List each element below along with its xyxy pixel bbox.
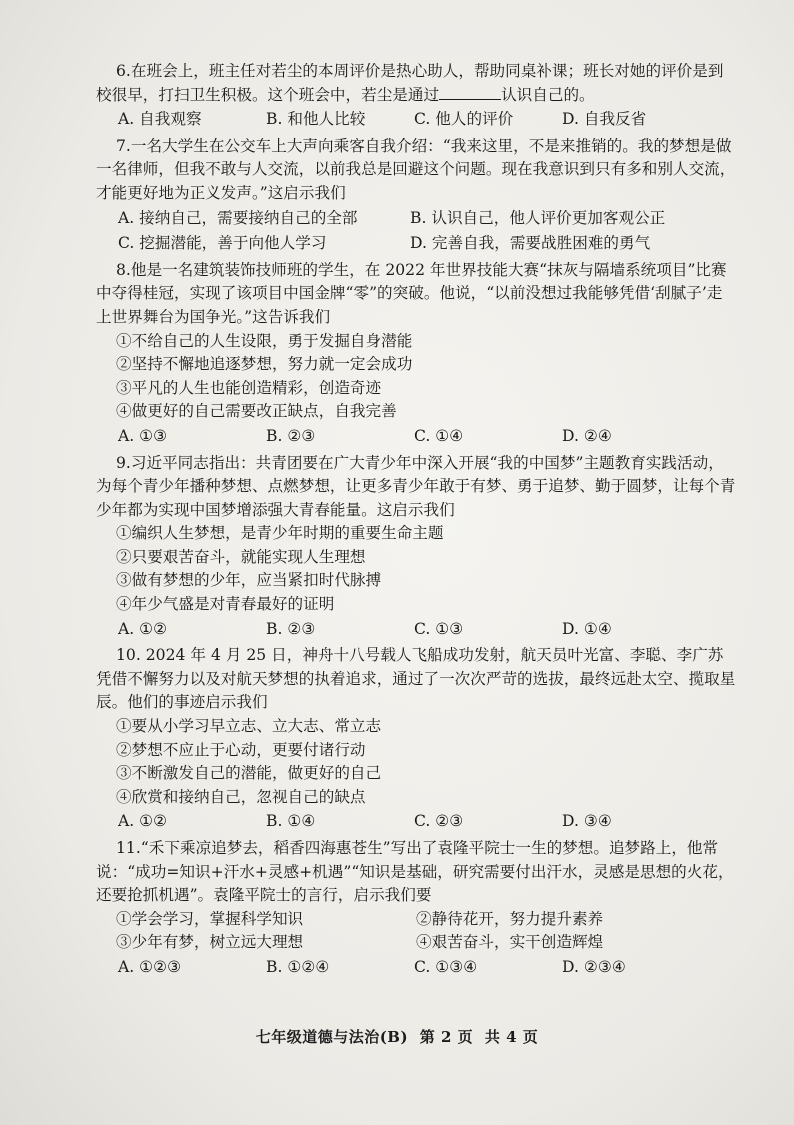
statement-2: ②梦想不应止于心动，更要付诸行动: [116, 740, 366, 759]
statement-3: ③不断激发自己的潜能，做更好的自己: [116, 764, 382, 783]
options-row-1: [96, 207, 736, 231]
page-footer: [0, 1026, 794, 1047]
options: [96, 956, 736, 980]
option-a: A. 接纳自己，需要接纳自己的全部: [118, 208, 358, 227]
question-stem: 8.他是一名建筑装饰技师班的学生，在 2022 年世界技能大赛“抹灰与隔墙系统项目”比赛中夺得桂冠，实现了该项目中国金牌“零”的突破。他说，“以前没想过我能够凭借‘刮腻子’走上世界舞台为国争光。”这告诉我们: [96, 260, 727, 326]
option-c: C. ①④: [414, 426, 464, 445]
option-c: C. ①③④: [414, 957, 478, 976]
question-list: [96, 60, 736, 983]
options: [96, 618, 736, 642]
option-a: A. ①②: [118, 619, 168, 638]
statement-3: ③平凡的人生也能创造精彩，创造奇迹: [116, 378, 382, 397]
statement-4: ④欣赏和接纳自己，忽视自己的缺点: [116, 787, 366, 806]
statement-1: ①学会学习，掌握科学知识: [116, 909, 304, 928]
option-d: D. 自我反省: [562, 110, 647, 129]
question-7: [96, 135, 736, 256]
option-a: A. 自我观察: [118, 110, 202, 129]
option-d: D. ②③④: [562, 957, 626, 976]
footer-subject: 七年级道德与法治(B): [255, 1028, 409, 1046]
question-stem: 6.在班会上，班主任对若尘的本周评价是热心助人，帮助同桌补课；班长对她的评价是到校很早，打扫卫生积极。这个班会中，若尘是通过 认识自己的。: [96, 62, 724, 104]
question-stem: 9.习近平同志指出：共青团要在广大青少年中深入开展“我的中国梦”主题教育实践活动，为每个青少年播种梦想、点燃梦想，让更多青少年敢于有梦、勇于追梦、勤于圆梦，让每个青少年都为实现中国梦增添强大青春能量。这启示我们: [96, 453, 736, 519]
footer-total-pages: 共 4 页: [484, 1028, 539, 1046]
question-10: [96, 644, 736, 834]
option-c: C. ①③: [414, 619, 464, 638]
option-b: B. ①②④: [266, 957, 330, 976]
option-b: B. ②③: [266, 619, 316, 638]
option-a: A. ①③: [118, 426, 168, 445]
option-b: B. ②③: [266, 426, 316, 445]
option-d: D. ②④: [562, 426, 612, 445]
option-a: A. ①②③: [118, 957, 182, 976]
question-stem: 7.一名大学生在公交车上大声向乘客自我介绍：“我来这里，不是来推销的。我的梦想是做一名律师，但我不敢与人交流，以前我总是回避这个问题。现在我意识到只有多和别人交流，才能更好地为正义发声。”这启示我们: [96, 136, 736, 202]
options: [96, 810, 736, 834]
statements-grid: [96, 908, 736, 955]
option-a: A. ①②: [118, 812, 168, 831]
options: [96, 425, 736, 449]
option-c: C. 挖掘潜能，善于向他人学习: [118, 234, 327, 253]
statement-2: ②坚持不懈地追逐梦想，努力就一定会成功: [116, 355, 413, 374]
option-b: B. 认识自己，他人评价更加客观公正: [410, 208, 666, 227]
options: [96, 108, 736, 132]
statement-1: ①不给自己的人生设限，勇于发掘自身潜能: [116, 331, 413, 350]
option-d: D. ③④: [562, 812, 612, 831]
statement-2: ②只要艰苦奋斗，就能实现人生理想: [116, 547, 366, 566]
option-c: C. ②③: [414, 812, 464, 831]
statement-1: ①编织人生梦想，是青少年时期的重要生命主题: [116, 524, 444, 543]
footer-page-number: 第 2 页: [419, 1028, 474, 1046]
option-b: B. 和他人比较: [266, 110, 366, 129]
question-stem: 10. 2024 年 4 月 25 日，神舟十八号载人飞船成功发射，航天员叶光富、李聪、李广苏凭借不懈努力以及对航天梦想的执着追求，通过了一次次严苛的选拔，最终远赴太空、揽取星辰。他们的事迹启示我们: [96, 646, 736, 712]
answer-blank: [439, 85, 501, 100]
question-11: [96, 837, 736, 980]
question-8: [96, 259, 736, 449]
statement-4: ④艰苦奋斗，实干创造辉煌: [416, 933, 604, 952]
statement-1: ①要从小学习早立志、立大志、常立志: [116, 717, 382, 736]
option-b: B. ①④: [266, 812, 316, 831]
statement-3: ③少年有梦，树立远大理想: [116, 933, 304, 952]
statement-4: ④年少气盛是对青春最好的证明: [116, 595, 335, 614]
question-stem: 11.“禾下乘凉追梦去，稻香四海惠苍生”写出了袁隆平院士一生的梦想。追梦路上，他常说：“成功=知识+汗水+灵感+机遇”“知识是基础，研究需要付出汗水，灵感是思想的火花，还要抢抓机遇”。袁隆平院士的言行，启示我们要: [96, 839, 734, 905]
question-6: [96, 60, 736, 132]
option-d: D. 完善自我，需要战胜困难的勇气: [410, 234, 651, 253]
option-c: C. 他人的评价: [414, 110, 514, 129]
options-row-2: [96, 232, 736, 256]
statement-3: ③做有梦想的少年，应当紧扣时代脉搏: [116, 571, 382, 590]
option-d: D. ①④: [562, 619, 612, 638]
statement-4: ④做更好的自己需要改正缺点，自我完善: [116, 402, 397, 421]
statement-2: ②静待花开，努力提升素养: [416, 909, 604, 928]
question-9: [96, 452, 736, 642]
